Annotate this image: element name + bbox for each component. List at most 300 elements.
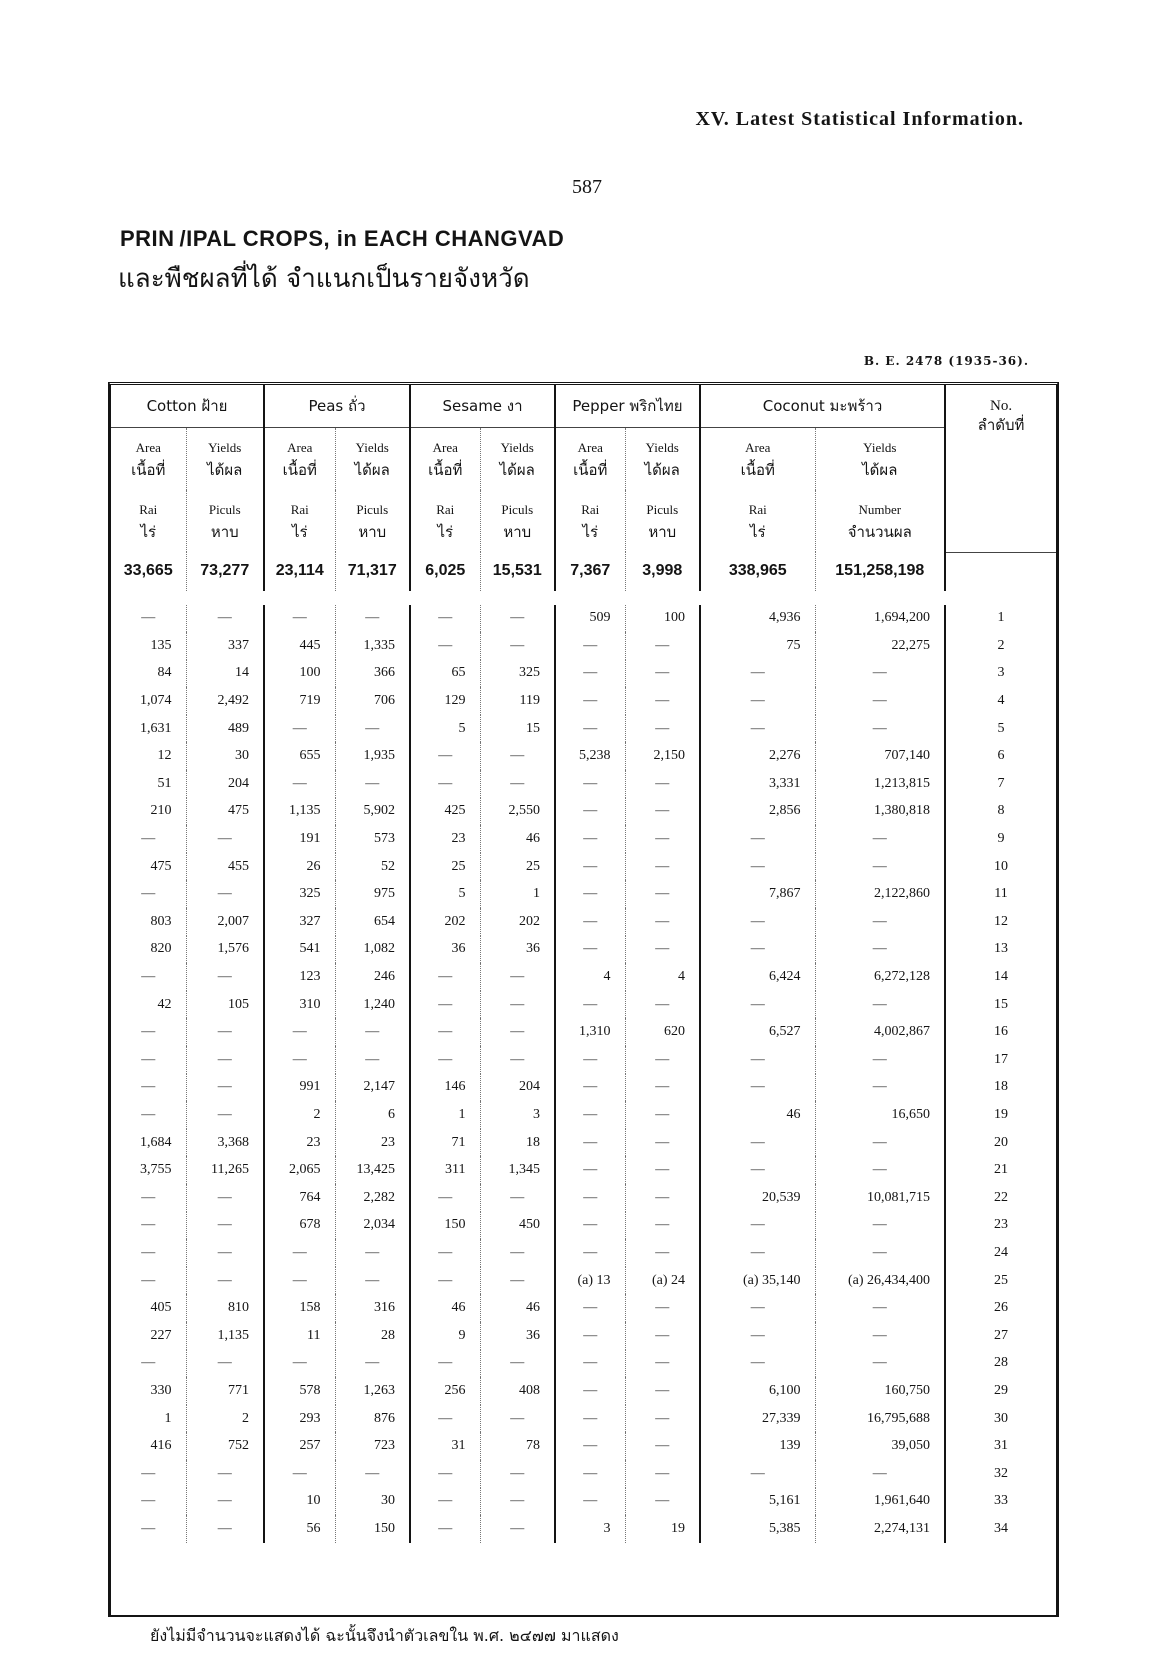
- column-label-thai: ได้ผล: [354, 461, 390, 479]
- column-label: Yields: [500, 440, 534, 455]
- table-cell: —: [111, 963, 186, 991]
- table-cell: 578: [264, 1377, 335, 1405]
- table-cell: 14: [186, 660, 264, 688]
- column-label-thai: เนื้อที่: [428, 461, 463, 479]
- table-cell: —: [815, 1074, 945, 1102]
- table-cell: 22,275: [815, 632, 945, 660]
- column-header: [815, 428, 945, 491]
- table-cell: (a) 26,434,400: [815, 1267, 945, 1295]
- table-row: [111, 908, 1056, 936]
- table-cell: 2,282: [335, 1184, 410, 1212]
- table-row: [111, 1239, 1056, 1267]
- table-cell: —: [480, 1460, 555, 1488]
- table-cell: (a) 13: [555, 1267, 625, 1295]
- table-row: [111, 936, 1056, 964]
- table-row: [111, 632, 1056, 660]
- table-cell: —: [186, 1488, 264, 1516]
- unit-label: Piculs: [501, 502, 534, 517]
- table-cell: —: [625, 1405, 700, 1433]
- table-cell: 23: [335, 1129, 410, 1157]
- table-cell: —: [410, 605, 480, 633]
- unit-label-thai: ไร่: [291, 523, 308, 541]
- table-cell: 30: [335, 1488, 410, 1516]
- table-cell: —: [555, 1488, 625, 1516]
- table-cell: 46: [480, 825, 555, 853]
- table-cell: —: [625, 853, 700, 881]
- unit-label-thai: ไร่: [582, 523, 599, 541]
- table-cell: 158: [264, 1294, 335, 1322]
- column-label: Area: [432, 440, 458, 455]
- table-cell: 5,385: [700, 1515, 815, 1543]
- table-cell: (a) 35,140: [700, 1267, 815, 1295]
- table-cell: —: [555, 660, 625, 688]
- table-cell: —: [815, 991, 945, 1019]
- table-cell: —: [555, 991, 625, 1019]
- table-cell: —: [480, 770, 555, 798]
- row-number: 8: [997, 803, 1005, 819]
- table-cell: —: [700, 825, 815, 853]
- table-cell: —: [186, 1184, 264, 1212]
- table-cell: —: [410, 1239, 480, 1267]
- column-label: Area: [135, 440, 161, 455]
- table-cell: 135: [111, 632, 186, 660]
- table-cell: 5: [410, 880, 480, 908]
- table-cell: 25: [480, 853, 555, 881]
- table-cell: —: [555, 1212, 625, 1240]
- table-cell: 39,050: [815, 1432, 945, 1460]
- unit-header: [700, 490, 815, 552]
- table-cell: —: [700, 687, 815, 715]
- table-row: [111, 1488, 1056, 1516]
- table-cell: 876: [335, 1405, 410, 1433]
- table-cell: 204: [186, 770, 264, 798]
- total-cell: 73,277: [186, 552, 264, 591]
- table-cell: —: [555, 880, 625, 908]
- total-no-cell: [945, 552, 1056, 591]
- unit-label-thai: จำนวนผล: [847, 523, 912, 541]
- table-cell: —: [410, 1267, 480, 1295]
- table-cell: —: [700, 1156, 815, 1184]
- table-cell: 325: [480, 660, 555, 688]
- table-cell: —: [555, 936, 625, 964]
- table-cell: —: [555, 1156, 625, 1184]
- table-cell: —: [555, 1322, 625, 1350]
- table-cell: —: [186, 1267, 264, 1295]
- table-cell: 51: [111, 770, 186, 798]
- table-cell: —: [111, 1460, 186, 1488]
- table-cell: 1,213,815: [815, 770, 945, 798]
- table-cell: —: [625, 936, 700, 964]
- no-column-header: [945, 385, 1056, 552]
- group-header-row: [111, 385, 1056, 428]
- table-cell: —: [480, 1018, 555, 1046]
- table-cell: —: [335, 715, 410, 743]
- table-cell: —: [700, 1046, 815, 1074]
- table-cell: 325: [264, 880, 335, 908]
- table-cell: —: [410, 770, 480, 798]
- group-header-label: Peas ถั่ว: [308, 397, 366, 415]
- unit-label-thai: ไร่: [437, 523, 454, 541]
- table-cell: 405: [111, 1294, 186, 1322]
- table-cell: 119: [480, 687, 555, 715]
- table-row: [111, 1101, 1056, 1129]
- table-cell: —: [625, 1322, 700, 1350]
- table-cell: 4,002,867: [815, 1018, 945, 1046]
- group-header-label: Coconut มะพร้าว: [762, 397, 883, 415]
- table-cell: 2,150: [625, 742, 700, 770]
- table-cell: —: [625, 770, 700, 798]
- table-cell: —: [264, 605, 335, 633]
- column-header: [335, 428, 410, 491]
- table-cell: 139: [700, 1432, 815, 1460]
- column-header: [111, 428, 186, 491]
- page-title: PRIN /IPAL CROPS, in EACH CHANGVAD: [120, 226, 565, 251]
- table-cell: 56: [264, 1515, 335, 1543]
- total-cell: 6,025: [410, 552, 480, 591]
- table-cell: 257: [264, 1432, 335, 1460]
- table-cell: —: [700, 1350, 815, 1378]
- table-row: [111, 1074, 1056, 1102]
- table-cell: —: [625, 1156, 700, 1184]
- table-cell: —: [410, 1184, 480, 1212]
- table-cell: 42: [111, 991, 186, 1019]
- table-cell: —: [186, 1101, 264, 1129]
- table-cell: —: [625, 1129, 700, 1157]
- table-cell: 455: [186, 853, 264, 881]
- table-cell: 18: [480, 1129, 555, 1157]
- table-cell: —: [815, 1239, 945, 1267]
- table-row: [111, 1460, 1056, 1488]
- table-cell: 316: [335, 1294, 410, 1322]
- table-cell: —: [815, 1212, 945, 1240]
- table-cell: 160,750: [815, 1377, 945, 1405]
- period-label: B. E. 2478 (1935-36).: [863, 354, 1029, 368]
- table-cell: 2,147: [335, 1074, 410, 1102]
- crops-table-frame: [108, 382, 1059, 1617]
- row-number: 11: [994, 886, 1008, 902]
- unit-header: [186, 490, 264, 552]
- table-cell: 425: [410, 798, 480, 826]
- table-cell: —: [555, 853, 625, 881]
- table-cell: 764: [264, 1184, 335, 1212]
- unit-header: [815, 490, 945, 552]
- table-row: [111, 1405, 1056, 1433]
- table-cell: 1,631: [111, 715, 186, 743]
- table-cell: 327: [264, 908, 335, 936]
- table-cell: 2,274,131: [815, 1515, 945, 1543]
- table-cell: —: [480, 1046, 555, 1074]
- total-cell: 151,258,198: [815, 552, 945, 591]
- table-cell: 5: [410, 715, 480, 743]
- table-cell: 16,795,688: [815, 1405, 945, 1433]
- table-cell: 71: [410, 1129, 480, 1157]
- row-number: 4: [997, 693, 1005, 709]
- table-cell: 3: [555, 1515, 625, 1543]
- table-cell: 31: [410, 1432, 480, 1460]
- column-label: Yields: [355, 440, 389, 455]
- table-cell: 150: [410, 1212, 480, 1240]
- row-number: 6: [997, 748, 1005, 764]
- spacer-cell: [945, 591, 1056, 605]
- table-cell: 1,335: [335, 632, 410, 660]
- table-cell: —: [625, 1184, 700, 1212]
- table-cell: —: [555, 1184, 625, 1212]
- table-cell: —: [335, 1460, 410, 1488]
- table-cell: 1: [410, 1101, 480, 1129]
- table-cell: 2,007: [186, 908, 264, 936]
- table-cell: 3,755: [111, 1156, 186, 1184]
- row-number: 5: [997, 720, 1005, 736]
- table-row: [111, 742, 1056, 770]
- table-cell: 573: [335, 825, 410, 853]
- table-cell: —: [625, 798, 700, 826]
- table-cell: —: [264, 715, 335, 743]
- table-cell: —: [815, 1129, 945, 1157]
- unit-header: [111, 490, 186, 552]
- table-cell: —: [410, 1488, 480, 1516]
- no-label: No.: [989, 398, 1013, 414]
- table-row: [111, 660, 1056, 688]
- total-cell: 338,965: [700, 552, 815, 591]
- table-cell: 2: [186, 1405, 264, 1433]
- table-cell: 227: [111, 1322, 186, 1350]
- table-cell: —: [555, 715, 625, 743]
- table-cell: —: [410, 1018, 480, 1046]
- table-cell: 975: [335, 880, 410, 908]
- table-cell: 1,135: [264, 798, 335, 826]
- table-cell: 991: [264, 1074, 335, 1102]
- table-cell: 1,263: [335, 1377, 410, 1405]
- table-cell: 3,331: [700, 770, 815, 798]
- table-cell: 820: [111, 936, 186, 964]
- table-cell: 27,339: [700, 1405, 815, 1433]
- table-cell: —: [555, 1350, 625, 1378]
- table-cell: 6,527: [700, 1018, 815, 1046]
- table-cell: —: [815, 1322, 945, 1350]
- table-cell: —: [186, 1046, 264, 1074]
- table-cell: 23: [410, 825, 480, 853]
- row-number: 1: [997, 610, 1005, 626]
- table-cell: —: [700, 1074, 815, 1102]
- table-row: [111, 715, 1056, 743]
- table-cell: —: [480, 605, 555, 633]
- table-cell: —: [111, 1350, 186, 1378]
- table-cell: 3,368: [186, 1129, 264, 1157]
- table-cell: —: [335, 1046, 410, 1074]
- table-cell: —: [186, 1515, 264, 1543]
- table-cell: 30: [186, 742, 264, 770]
- table-row: [111, 605, 1056, 633]
- table-cell: 11,265: [186, 1156, 264, 1184]
- group-header: [264, 385, 410, 428]
- table-cell: 16,650: [815, 1101, 945, 1129]
- footnote: ยังไม่มีจำนวนจะแสดงได้ ฉะนั้นจึงนำตัวเลขใน พ.ศ. ๒๔๗๗ มาแสดง: [150, 1626, 619, 1645]
- row-number: 34: [994, 1520, 1009, 1536]
- table-cell: 678: [264, 1212, 335, 1240]
- table-cell: 3: [480, 1101, 555, 1129]
- column-label-thai: เนื้อที่: [573, 461, 608, 479]
- row-number: 9: [997, 831, 1005, 847]
- table-row: [111, 963, 1056, 991]
- table-cell: —: [186, 963, 264, 991]
- table-cell: 20,539: [700, 1184, 815, 1212]
- table-cell: —: [410, 1350, 480, 1378]
- row-number: 31: [994, 1438, 1009, 1454]
- table-cell: —: [815, 1156, 945, 1184]
- table-cell: 13,425: [335, 1156, 410, 1184]
- table-cell: 752: [186, 1432, 264, 1460]
- table-row: [111, 1156, 1056, 1184]
- table-row: [111, 880, 1056, 908]
- table-cell: —: [815, 687, 945, 715]
- table-cell: —: [480, 963, 555, 991]
- table-cell: 445: [264, 632, 335, 660]
- total-cell: 23,114: [264, 552, 335, 591]
- row-number: 26: [994, 1300, 1009, 1316]
- table-cell: —: [111, 1488, 186, 1516]
- table-cell: —: [625, 1239, 700, 1267]
- row-number: 2: [997, 637, 1005, 653]
- table-cell: 15: [480, 715, 555, 743]
- running-head: XV. Latest Statistical Information.: [695, 108, 1024, 130]
- table-cell: 541: [264, 936, 335, 964]
- table-cell: —: [555, 770, 625, 798]
- table-cell: —: [625, 1377, 700, 1405]
- table-cell: 2: [264, 1101, 335, 1129]
- table-cell: —: [410, 1515, 480, 1543]
- table-row: [111, 687, 1056, 715]
- table-cell: —: [625, 1074, 700, 1102]
- table-cell: —: [480, 991, 555, 1019]
- table-row: [111, 1322, 1056, 1350]
- table-cell: 202: [480, 908, 555, 936]
- column-label-thai: เนื้อที่: [131, 461, 166, 479]
- spacer-row: [111, 591, 1056, 605]
- column-label-thai: ได้ผล: [207, 461, 243, 479]
- group-header-label: Sesame งา: [442, 397, 523, 415]
- row-number: 21: [994, 1162, 1009, 1178]
- table-cell: 6: [335, 1101, 410, 1129]
- column-header: [264, 428, 335, 491]
- column-label: Area: [287, 440, 313, 455]
- table-cell: 1: [111, 1405, 186, 1433]
- page-number: 587: [572, 176, 602, 198]
- table-cell: —: [555, 1046, 625, 1074]
- table-cell: 310: [264, 991, 335, 1019]
- column-header: [480, 428, 555, 491]
- total-cell: 7,367: [555, 552, 625, 591]
- unit-header: [625, 490, 700, 552]
- column-header: [700, 428, 815, 491]
- table-cell: —: [625, 660, 700, 688]
- table-cell: 105: [186, 991, 264, 1019]
- row-number: 19: [994, 1106, 1009, 1122]
- table-cell: —: [335, 1267, 410, 1295]
- table-row: [111, 1294, 1056, 1322]
- column-label-thai: เนื้อที่: [740, 461, 775, 479]
- table-cell: —: [555, 1129, 625, 1157]
- unit-label: Rai: [436, 502, 455, 517]
- table-cell: 75: [700, 632, 815, 660]
- table-cell: —: [815, 1294, 945, 1322]
- table-cell: 1,961,640: [815, 1488, 945, 1516]
- table-cell: —: [625, 880, 700, 908]
- group-header: [111, 385, 264, 428]
- unit-header: [480, 490, 555, 552]
- table-cell: —: [186, 1018, 264, 1046]
- table-cell: —: [186, 1350, 264, 1378]
- table-row: [111, 1129, 1056, 1157]
- row-number: 3: [997, 665, 1005, 681]
- unit-label-thai: หาบ: [648, 523, 677, 541]
- table-cell: —: [410, 742, 480, 770]
- table-cell: —: [335, 605, 410, 633]
- row-number: 7: [997, 775, 1005, 791]
- table-row: [111, 1515, 1056, 1543]
- table-row: [111, 1018, 1056, 1046]
- table-cell: 655: [264, 742, 335, 770]
- table-row: [111, 853, 1056, 881]
- subheader-row: [111, 428, 1056, 491]
- table-cell: —: [815, 936, 945, 964]
- table-cell: 23: [264, 1129, 335, 1157]
- table-cell: —: [335, 1239, 410, 1267]
- table-cell: —: [815, 853, 945, 881]
- table-cell: 100: [625, 605, 700, 633]
- table-cell: —: [700, 908, 815, 936]
- unit-header: [410, 490, 480, 552]
- row-number: 25: [994, 1272, 1009, 1288]
- table-cell: —: [264, 1239, 335, 1267]
- table-cell: —: [555, 1432, 625, 1460]
- table-row: [111, 1377, 1056, 1405]
- column-header: [625, 428, 700, 491]
- table-cell: 803: [111, 908, 186, 936]
- table-cell: —: [111, 880, 186, 908]
- table-cell: —: [480, 1184, 555, 1212]
- table-row: [111, 991, 1056, 1019]
- table-cell: 46: [410, 1294, 480, 1322]
- table-cell: —: [264, 1018, 335, 1046]
- table-cell: —: [555, 1074, 625, 1102]
- table-cell: 210: [111, 798, 186, 826]
- table-cell: —: [111, 825, 186, 853]
- column-label: Area: [577, 440, 603, 455]
- table-cell: —: [480, 1405, 555, 1433]
- table-cell: 1: [480, 880, 555, 908]
- row-number: 32: [994, 1465, 1009, 1481]
- table-cell: —: [480, 1239, 555, 1267]
- table-cell: 6,272,128: [815, 963, 945, 991]
- table-cell: —: [625, 1046, 700, 1074]
- row-number: 22: [994, 1189, 1009, 1205]
- table-cell: —: [335, 1018, 410, 1046]
- table-cell: —: [625, 1101, 700, 1129]
- table-cell: 723: [335, 1432, 410, 1460]
- unit-label: Number: [858, 502, 902, 517]
- table-cell: —: [815, 1460, 945, 1488]
- table-cell: (a) 24: [625, 1267, 700, 1295]
- spacer-cell: [111, 591, 945, 605]
- table-cell: —: [700, 936, 815, 964]
- table-cell: 1,074: [111, 687, 186, 715]
- table-cell: —: [480, 742, 555, 770]
- table-cell: 5,902: [335, 798, 410, 826]
- table-cell: 366: [335, 660, 410, 688]
- table-cell: —: [555, 908, 625, 936]
- table-cell: —: [625, 687, 700, 715]
- column-label-thai: ได้ผล: [644, 461, 680, 479]
